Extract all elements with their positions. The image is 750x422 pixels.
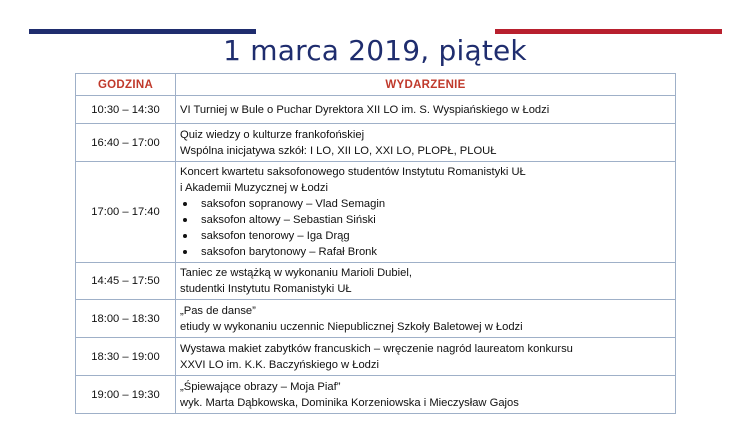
- list-item: saksofon tenorowy – Iga Drąg: [180, 228, 671, 244]
- event-line: etiudy w wykonaniu uczennic Niepublicznej Szkoły Baletowej w Łodzi: [180, 320, 523, 333]
- table-row: [76, 162, 676, 263]
- table-row: [76, 338, 676, 376]
- row-time: 19:00 – 19:30: [76, 376, 176, 414]
- row-time: 17:00 – 17:40: [76, 162, 176, 263]
- row-event: [176, 263, 676, 300]
- row-time: 18:30 – 19:00: [76, 338, 176, 376]
- event-line: Wystawa makiet zabytków francuskich – wręczenie nagród laureatom konkursu: [180, 342, 573, 355]
- event-line: „Śpiewające obrazy – Moja Piaf”: [180, 380, 341, 393]
- table-row: [76, 124, 676, 162]
- event-line: „Pas de danse”: [180, 304, 256, 317]
- event-line: i Akademii Muzycznej w Łodzi: [180, 182, 328, 194]
- header-time: GODZINA: [76, 74, 176, 96]
- table-row: [76, 263, 676, 300]
- row-time: 16:40 – 17:00: [76, 124, 176, 162]
- row-event: [176, 376, 676, 414]
- table-row: [76, 376, 676, 414]
- event-line: Taniec ze wstążką w wykonaniu Marioli Dubiel,: [180, 267, 412, 279]
- event-line: Wspólna inicjatywa szkół: I LO, XII LO, XXI LO, PLOPŁ, PLOUŁ: [180, 144, 497, 157]
- row-time: 18:00 – 18:30: [76, 300, 176, 338]
- list-item: saksofon barytonowy – Rafał Bronk: [180, 244, 671, 260]
- event-line: XXVI LO im. K.K. Baczyńskiego w Łodzi: [180, 358, 379, 371]
- row-event: [176, 338, 676, 376]
- row-event: [176, 96, 676, 124]
- table-row: [76, 300, 676, 338]
- event-line: Koncert kwartetu saksofonowego studentów Instytutu Romanistyki UŁ: [180, 166, 526, 178]
- row-event: [176, 300, 676, 338]
- row-event: [176, 124, 676, 162]
- performer-list: [180, 196, 671, 260]
- schedule-table: [75, 73, 676, 414]
- table-header-row: [76, 74, 676, 96]
- row-event: [176, 162, 676, 263]
- list-item: saksofon sopranowy – Vlad Semagin: [180, 196, 671, 212]
- event-line: studentki Instytutu Romanistyki UŁ: [180, 283, 352, 295]
- row-time: 14:45 – 17:50: [76, 263, 176, 300]
- table-row: [76, 96, 676, 124]
- event-line: wyk. Marta Dąbkowska, Dominika Korzeniowska i Mieczysław Gajos: [180, 396, 519, 409]
- header-event: WYDARZENIE: [176, 74, 676, 96]
- list-item: saksofon altowy – Sebastian Siński: [180, 212, 671, 228]
- event-line: Quiz wiedzy o kulturze frankofońskiej: [180, 128, 365, 141]
- page-title: 1 marca 2019, piątek: [223, 34, 527, 67]
- event-line: VI Turniej w Bule o Puchar Dyrektora XII LO im. S. Wyspiańskiego w Łodzi: [180, 103, 550, 116]
- row-time: 10:30 – 14:30: [76, 96, 176, 124]
